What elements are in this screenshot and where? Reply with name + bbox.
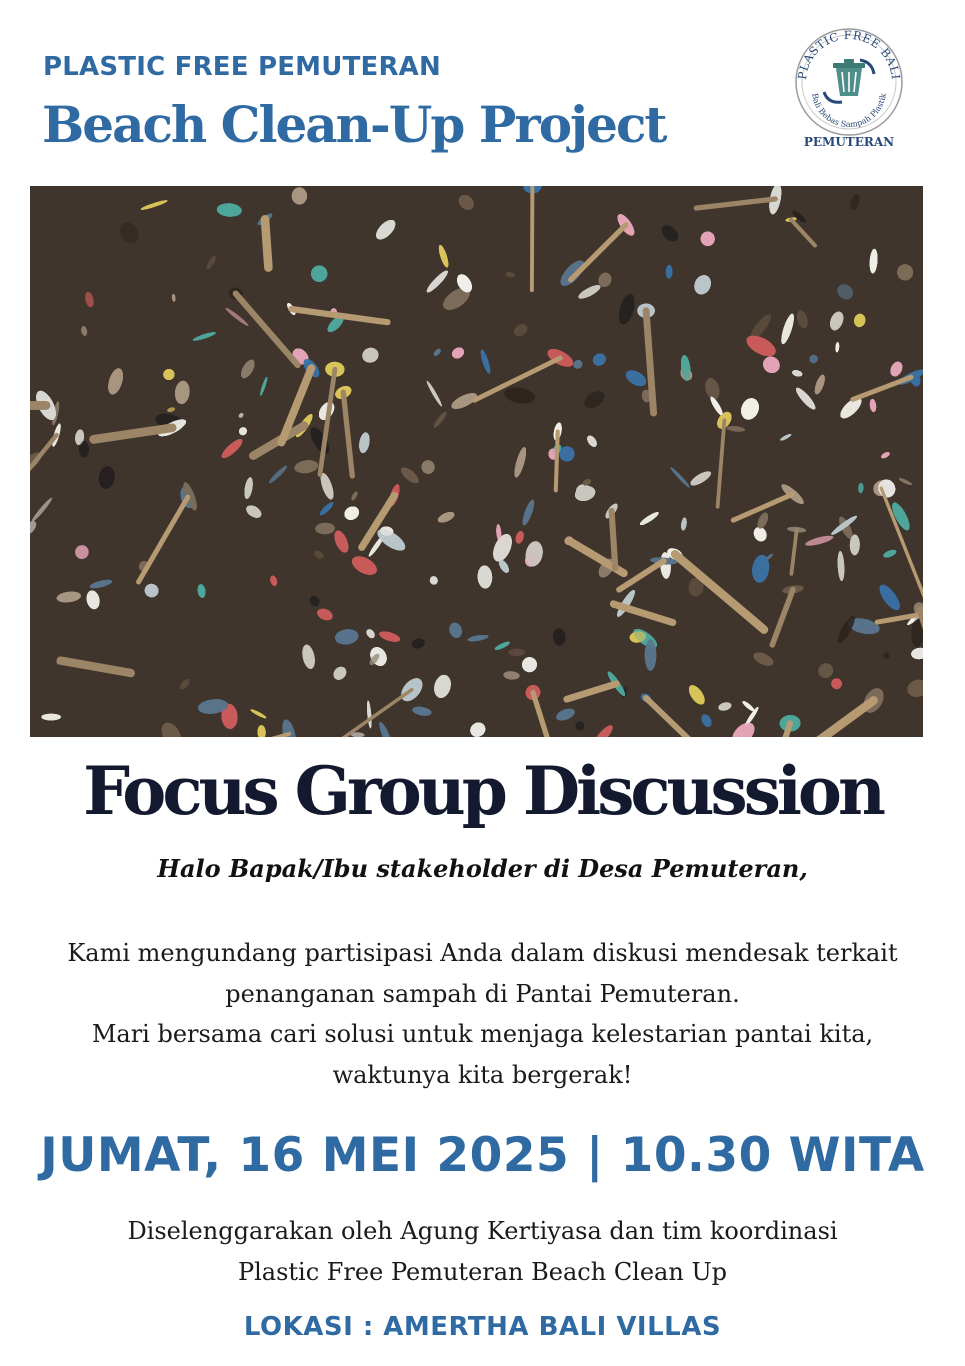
logo-ring-top-text: PLASTIC FREE BALI: [794, 27, 903, 81]
invitation-line: waktunya kita bergerak!: [332, 1060, 633, 1089]
organization-kicker: PLASTIC FREE PEMUTERAN: [43, 52, 441, 82]
invitation-line: Mari bersama cari solusi untuk menjaga kelestarian pantai kita,: [91, 1020, 874, 1048]
headline: Focus Group Discussion: [83, 752, 882, 830]
invitation-line: Kami mengundang partisipasi Anda dalam diskusi mendesak terkait: [67, 939, 898, 967]
organizer-line: Diselenggarakan oleh Agung Kertiyasa dan tim koordinasi: [127, 1217, 838, 1245]
invitation-body: [20, 933, 945, 1095]
beach-waste-photo: [30, 186, 923, 737]
event-location: LOKASI : AMERTHA BALI VILLAS: [243, 1312, 722, 1342]
logo-ring-bottom-text: Bali Bebas Sampah Plastik: [810, 92, 888, 130]
greeting: Halo Bapak/Ibu stakeholder di Desa Pemuteran,: [157, 854, 808, 883]
logo-caption: PEMUTERAN: [803, 135, 895, 149]
organizer-line: Plastic Free Pemuteran Beach Clean Up: [237, 1258, 728, 1286]
event-datetime: JUMAT, 16 MEI 2025 | 10.30 WITA: [40, 1128, 925, 1183]
plastic-free-bali-logo: [790, 22, 908, 152]
project-title: Beach Clean-Up Project: [42, 95, 666, 154]
organizer-text: [0, 1211, 965, 1293]
invitation-line: penanganan sampah di Pantai Pemuteran.: [225, 979, 740, 1008]
